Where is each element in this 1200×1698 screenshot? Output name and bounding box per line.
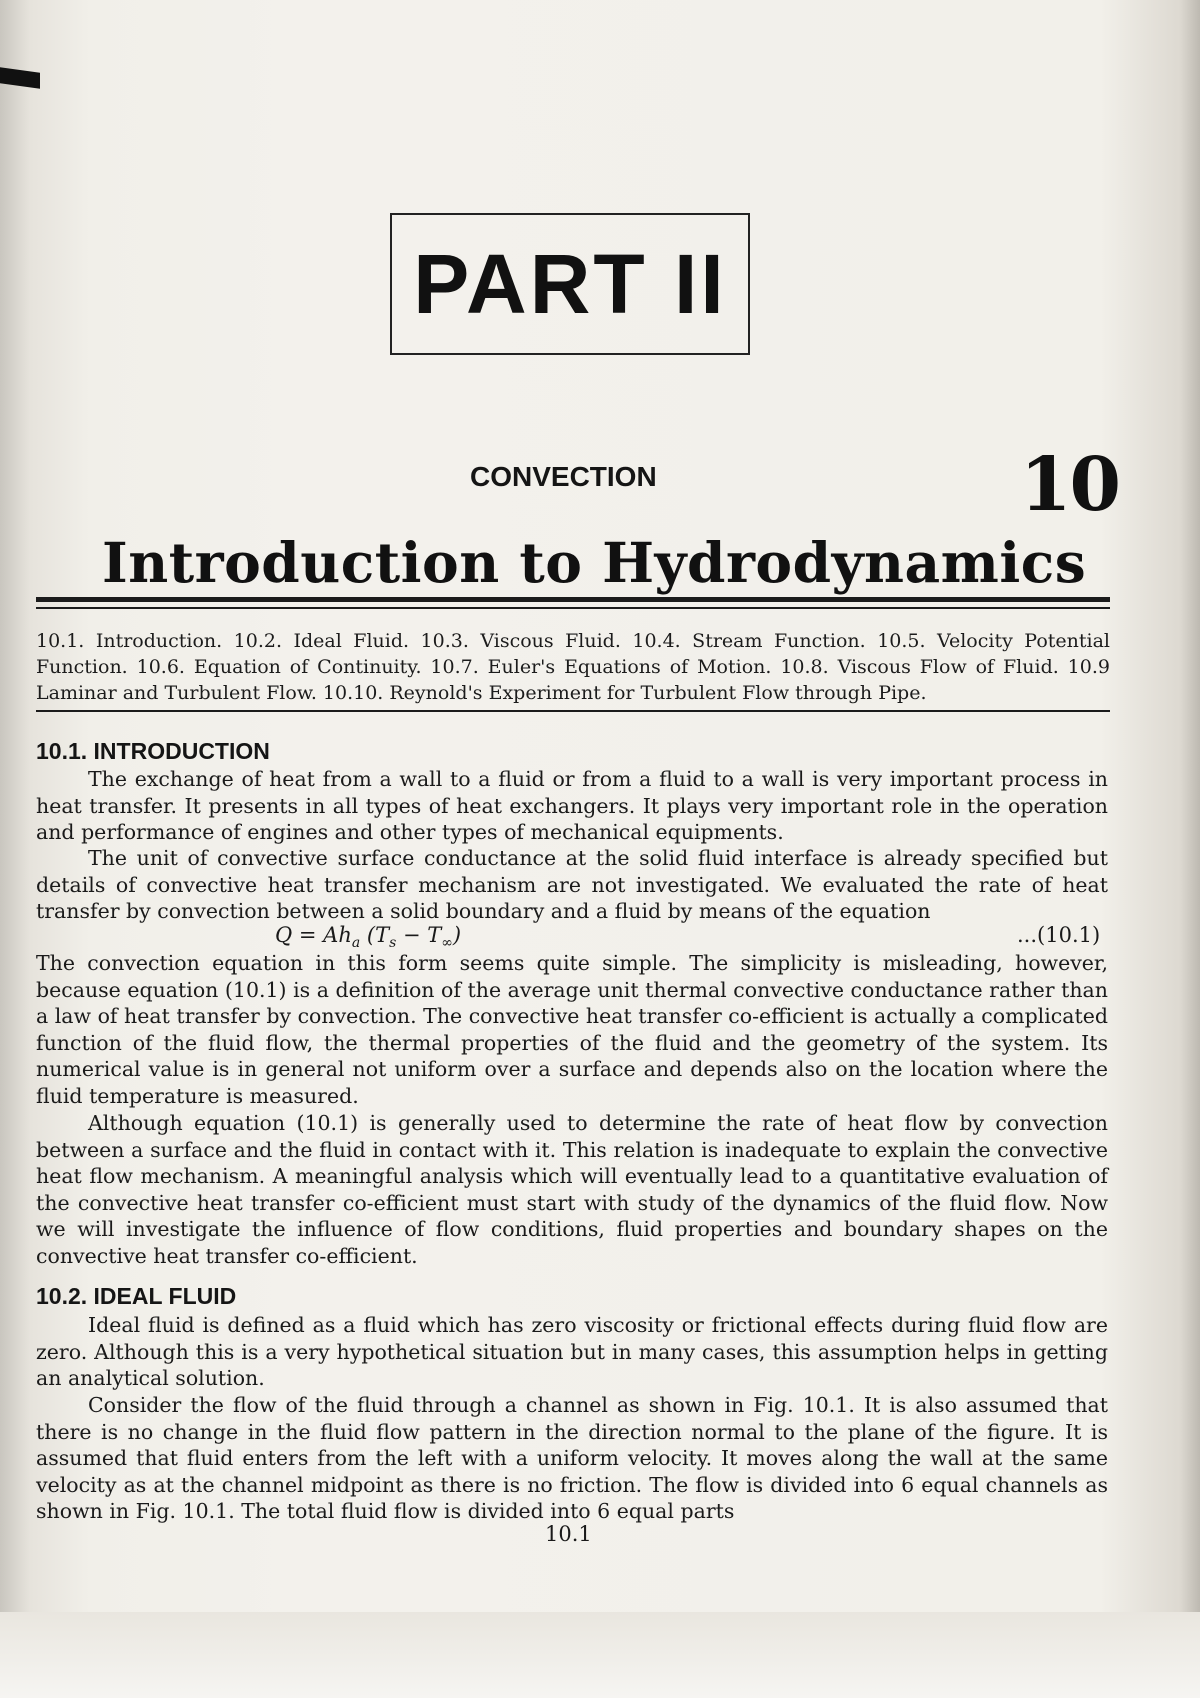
chapter-title: Introduction to Hydrodynamics: [102, 530, 1087, 595]
paragraph-intro-1: The exchange of heat from a wall to a fluid or from a fluid to a wall is very important process in heat transfer. It presents in all types of heat exchangers. It plays very important role in the operation and performance of engines and other types of mechanical equipments.: [36, 767, 1108, 844]
section-heading-introduction: 10.1. INTRODUCTION: [36, 738, 270, 764]
paragraph-intro-2: The unit of convective surface conductance at the solid fluid interface is already specified but details of convective heat transfer mechanism are not investigated. We evaluated the rate of heat transfer by convection between a solid boundary and a fluid by means of the equation: [36, 846, 1108, 923]
title-rule-thick: [36, 597, 1110, 602]
paragraph-intro-4: Although equation (10.1) is generally used to determine the rate of heat flow by convection between a surface and the fluid in contact with it. This relation is inadequate to explain the convective heat flow mechanism. A meaningful analysis which will eventually lead to a quantitative evaluation of the convective heat transfer co-efficient must start with study of the dynamics of the fluid flow. Now we will investigate the influence of flow conditions, fluid properties and boundary shapes on the convective heat transfer co-efficient.: [36, 1111, 1108, 1268]
part-title-box: [390, 213, 750, 355]
page-bottom-margin: [0, 1612, 1200, 1698]
page-shadow-edge: [0, 67, 40, 89]
section-heading-ideal-fluid: 10.2. IDEAL FLUID: [36, 1283, 237, 1309]
page-number: 10.1: [545, 1522, 592, 1546]
paragraph-ideal-1: Ideal fluid is defined as a fluid which has zero viscosity or frictional effects during fluid flow are zero. Although this is a very hypothetical situation but in many cases, this assumption helps in getting an analytical solution.: [36, 1313, 1108, 1390]
paragraph-intro-3: The convection equation in this form seems quite simple. The simplicity is misleading, however, because equation (10.1) is a definition of the average unit thermal convective conductance rather than a law of heat transfer by convection. The convective heat transfer co-efficient is actually a complicated function of the fluid flow, the thermal properties of the fluid and the geometry of the system. Its numerical value is in general not uniform over a surface and depends also on the location where the fluid temperature is measured.: [36, 951, 1108, 1108]
title-rule-thin: [36, 607, 1110, 609]
paragraph-ideal-2: Consider the flow of the fluid through a channel as shown in Fig. 10.1. It is also assumed that there is no change in the fluid flow pattern in the direction normal to the plane of the figure. It is assumed that fluid enters from the left with a uniform velocity. It moves along the wall at the same velocity as at the channel midpoint as there is no friction. The flow is divided into 6 equal channels as shown in Fig. 10.1. The total fluid flow is divided into 6 equal parts: [36, 1393, 1108, 1523]
equation-convection: $Q = Ah_a$ $(T_s - T_\infty)$: [275, 923, 462, 952]
equation-h: h: [338, 923, 352, 947]
section-label: CONVECTION: [470, 461, 657, 492]
chapter-contents: 10.1. Introduction. 10.2. Ideal Fluid. 10.3. Viscous Fluid. 10.4. Stream Function. 10.5. Velocity Potential Function. 10.6. Equation of Continuity. 10.7. Euler's Equations of Motion. 10.8. Viscous Flow of Fluid. 10.9 Laminar and Turbulent Flow. 10.10. Reynold's Experiment for Turbulent Flow through Pipe.: [36, 630, 1110, 704]
part-title: PART II: [413, 236, 727, 331]
contents-rule: [36, 710, 1110, 712]
equation-number: ...(10.1): [1017, 923, 1101, 947]
chapter-number: 10: [1020, 442, 1119, 528]
